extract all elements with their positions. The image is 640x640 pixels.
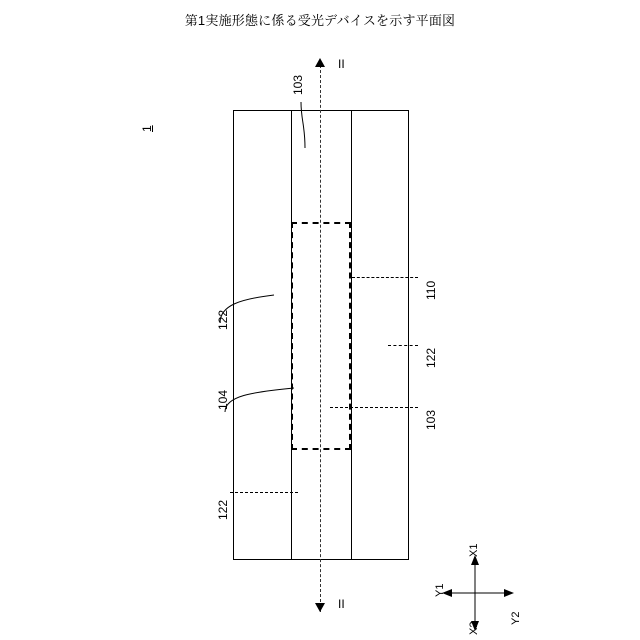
axis-indicator: [434, 543, 530, 635]
leader-103-top: [288, 100, 318, 150]
leader-104: [222, 370, 297, 415]
device-label: 1: [140, 125, 154, 132]
section-arrow-bottom: [315, 603, 325, 612]
section-label-top: II: [338, 57, 345, 71]
ref-122-left-upper: 122: [216, 309, 230, 330]
ref-110: 110: [424, 280, 438, 300]
inner-dashed-region: [291, 222, 351, 450]
section-arrow-top: [315, 58, 325, 67]
section-label-bottom: II: [338, 597, 345, 611]
axis-label-y2: Y2: [510, 611, 522, 625]
ref-104: 104: [216, 389, 230, 410]
section-center-line: [320, 60, 321, 612]
ref-103-right: 103: [424, 409, 438, 430]
page-title: 第1実施形態に係る受光デバイスを示す平面図: [184, 13, 456, 28]
ref-122-right: 122: [424, 347, 438, 368]
leader-122-left-lower: [230, 492, 298, 493]
ref-122-left-lower: 122: [216, 499, 230, 520]
inner-edge-right: [351, 110, 352, 560]
ref-103-top: 103: [291, 74, 305, 95]
leader-110: [352, 277, 418, 278]
axis-label-x2: X2: [468, 621, 480, 635]
leader-122-right: [388, 345, 418, 346]
leader-103-right: [330, 407, 418, 408]
axis-label-y1: Y1: [434, 583, 446, 597]
axis-label-x1: X1: [468, 543, 480, 557]
leader-122-left-upper: [216, 285, 276, 325]
